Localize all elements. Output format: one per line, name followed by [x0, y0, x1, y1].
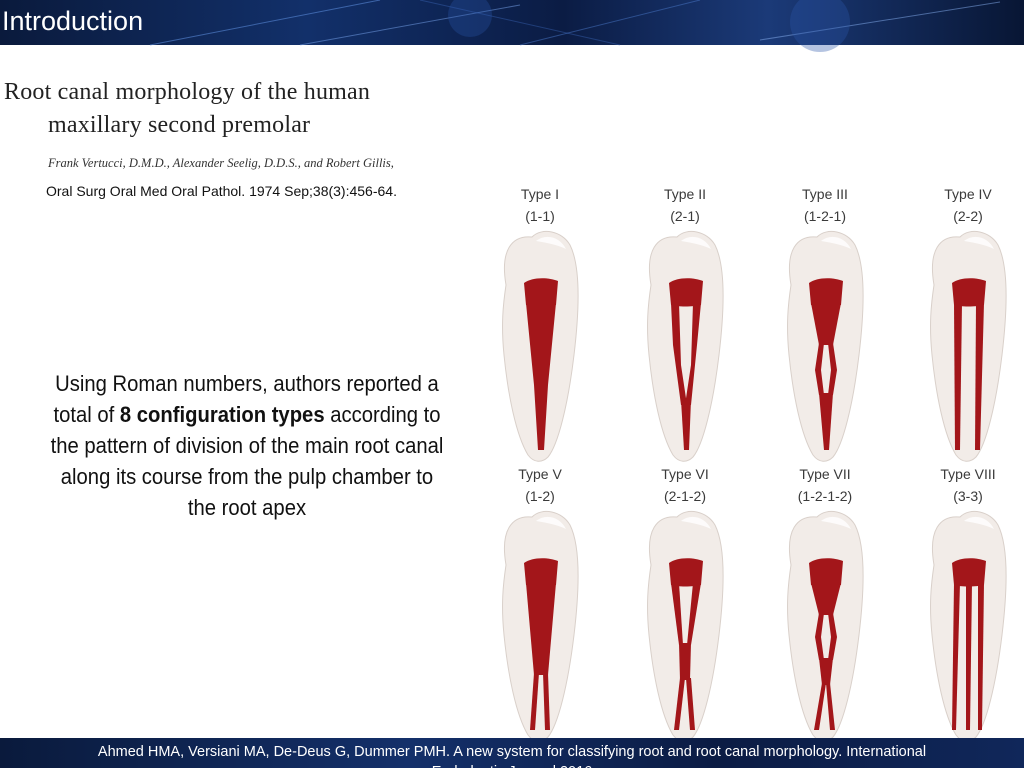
paper-citation: Oral Surg Oral Med Oral Pathol. 1974 Sep;38(3):456-64.	[46, 183, 397, 199]
tooth-diagram	[648, 511, 724, 741]
type-code: (2-1-2)	[663, 488, 706, 504]
type-name: Type VIII	[940, 466, 996, 482]
root-canal	[679, 643, 691, 680]
slide-title: Introduction	[2, 6, 144, 36]
tooth-diagram	[788, 231, 864, 461]
tooth-diagram	[648, 231, 724, 461]
pulp-chamber	[952, 278, 986, 306]
type-code: (1-2)	[525, 488, 555, 504]
description-part-1: Using Roman numbers, authors reported a total of	[53, 371, 439, 427]
title-bar-decoration	[0, 0, 1024, 45]
pulp-chamber	[524, 278, 558, 306]
description-text	[47, 368, 446, 523]
description-bold: 8 configuration types	[119, 402, 325, 427]
canal-types-figure	[480, 170, 1024, 740]
type-name: Type I	[520, 186, 560, 202]
type-code: (3-3)	[953, 488, 983, 504]
pulp-chamber	[809, 278, 843, 306]
footer-reference-continued: Endodontic Journal 2016	[431, 764, 593, 780]
type-name: Type IV	[944, 186, 992, 202]
pulp-chamber	[524, 558, 558, 586]
tooth-outline	[931, 231, 1007, 461]
tooth-diagram	[931, 231, 1007, 461]
type-code: (1-1)	[525, 208, 555, 224]
type-code: (2-2)	[953, 208, 983, 224]
footer-bar	[0, 738, 1024, 780]
type-name: Type II	[663, 186, 707, 202]
type-code: (2-1)	[670, 208, 700, 224]
tooth-outline	[648, 511, 724, 741]
title-bar	[0, 0, 1024, 45]
tooth-diagram	[788, 511, 864, 741]
type-code: (1-2-1)	[803, 208, 846, 224]
tooth-diagram	[931, 511, 1007, 741]
pulp-chamber	[952, 558, 986, 586]
paper-title-line-2: maxillary second premolar	[48, 112, 311, 138]
type-name: Type V	[518, 466, 562, 482]
type-code: (1-2-1-2)	[797, 488, 853, 504]
type-name: Type VI	[661, 466, 709, 482]
paper-title-line-1: Root canal morphology of the human	[4, 79, 371, 105]
tooth-diagram	[503, 231, 579, 461]
tooth-outline	[788, 511, 864, 741]
pulp-chamber	[809, 558, 843, 586]
paper-authors: Frank Vertucci, D.M.D., Alexander Seelig, D.D.S., and Robert Gillis,	[48, 156, 394, 170]
tooth-diagram	[503, 511, 579, 741]
paper-title	[4, 76, 464, 142]
pulp-chamber	[669, 558, 703, 586]
type-name: Type VII	[799, 466, 851, 482]
description-part-2: according to the pattern of division of the main root canal along its course from the pulp chamber to the root apex	[50, 402, 444, 520]
footer-reference: Ahmed HMA, Versiani MA, De-Deus G, Dummer PMH. A new system for classifying root and root canal morphology. International	[97, 744, 927, 760]
pulp-chamber	[669, 278, 703, 306]
teeth-illustrations	[480, 170, 1024, 740]
type-name: Type III	[802, 186, 848, 202]
